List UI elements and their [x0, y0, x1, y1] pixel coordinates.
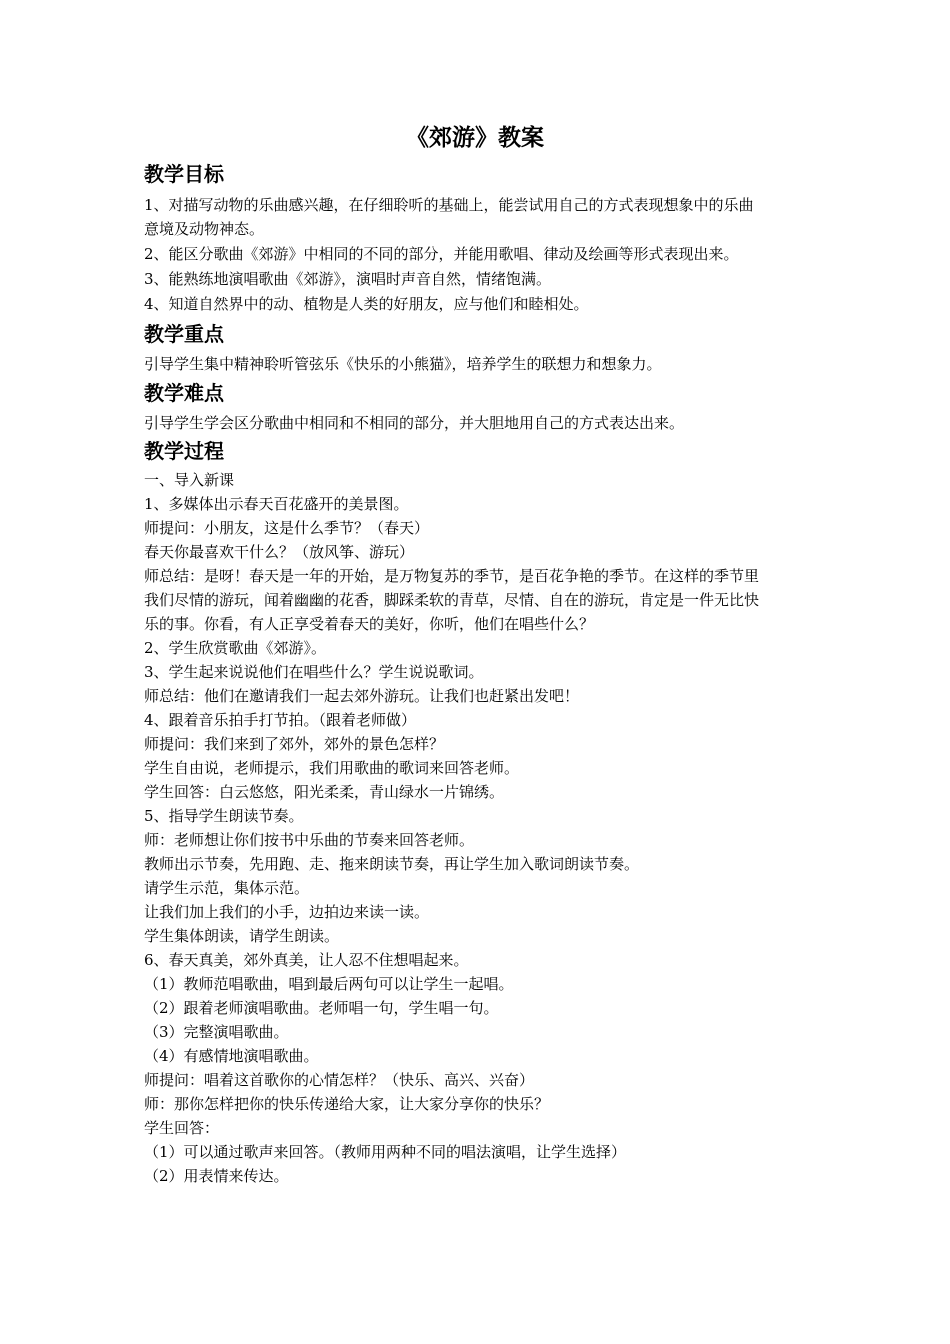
process-line: 3、学生起来说说他们在唱些什么？学生说说歌词。 — [144, 663, 484, 681]
goal-item-1-line-1: 1、对描写动物的乐曲感兴趣，在仔细聆听的基础上，能尝试用自己的方式表现想象中的乐曲 — [144, 196, 754, 214]
process-line: 师：那你怎样把你的快乐传递给大家，让大家分享你的快乐？ — [144, 1095, 550, 1113]
process-line: 学生自由说，老师提示，我们用歌曲的歌词来回答老师。 — [144, 759, 520, 777]
process-line: 5、指导学生朗读节奏。 — [144, 807, 304, 825]
process-line: 师总结：他们在邀请我们一起去郊外游玩。让我们也赶紧出发吧！ — [144, 687, 580, 705]
process-line: 让我们加上我们的小手，边拍边来读一读。 — [144, 903, 430, 921]
process-line: 学生回答：白云悠悠，阳光柔柔，青山绿水一片锦绣。 — [144, 783, 505, 801]
process-line: （4）有感情地演唱歌曲。 — [144, 1047, 319, 1065]
process-line: 一、导入新课 — [144, 471, 235, 489]
key-points-text: 引导学生集中精神聆听管弦乐《快乐的小熊猫》，培养学生的联想力和想象力。 — [144, 355, 662, 373]
process-line: 师：老师想让你们按书中乐曲的节奏来回答老师。 — [144, 831, 475, 849]
goals-heading: 教学目标 — [144, 162, 224, 186]
goal-item-3: 3、能熟练地演唱歌曲《郊游》，演唱时声音自然，情绪饱满。 — [144, 270, 552, 288]
process-heading: 教学过程 — [144, 439, 224, 463]
process-line: 学生回答： — [144, 1119, 220, 1137]
process-body — [144, 468, 808, 1188]
goal-item-4: 4、知道自然界中的动、植物是人类的好朋友，应与他们和睦相处。 — [144, 295, 589, 313]
difficulties-text: 引导学生学会区分歌曲中相同和不相同的部分，并大胆地用自己的方式表达出来。 — [144, 414, 685, 432]
process-line: 学生集体朗读，请学生朗读。 — [144, 927, 340, 945]
process-line: 2、学生欣赏歌曲《郊游》。 — [144, 639, 327, 657]
document-title: 《郊游》教案 — [406, 125, 544, 151]
process-line: 4、跟着音乐拍手打节拍。（跟着老师做） — [144, 711, 417, 729]
process-line: （2）跟着老师演唱歌曲。老师唱一句，学生唱一句。 — [144, 999, 499, 1017]
process-line: 师提问：小朋友，这是什么季节？（春天） — [144, 519, 430, 537]
goal-item-2: 2、能区分歌曲《郊游》中相同的不同的部分，并能用歌唱、律动及绘画等形式表现出来。 — [144, 245, 739, 263]
process-line: （1）可以通过歌声来回答。（教师用两种不同的唱法演唱，让学生选择） — [144, 1143, 627, 1161]
process-line: 师提问：唱着这首歌你的心情怎样？（快乐、高兴、兴奋） — [144, 1071, 535, 1089]
process-line: 师总结：是呀！春天是一年的开始，是万物复苏的季节，是百花争艳的季节。在这样的季节里 — [144, 567, 760, 585]
process-line: 请学生示范，集体示范。 — [144, 879, 310, 897]
difficulties-heading: 教学难点 — [144, 381, 224, 405]
process-line: 我们尽情的游玩，闻着幽幽的花香，脚踩柔软的青草，尽情、自在的游玩，肯定是一件无比快 — [144, 591, 760, 609]
process-line: 乐的事。你看，有人正享受着春天的美好，你听，他们在唱些什么？ — [144, 615, 595, 633]
process-line: 6、春天真美，郊外真美，让人忍不住想唱起来。 — [144, 951, 469, 969]
goal-item-1-line-2: 意境及动物神态。 — [144, 220, 265, 238]
key-points-heading: 教学重点 — [144, 322, 224, 346]
process-line: （3）完整演唱歌曲。 — [144, 1023, 289, 1041]
process-line: （1）教师范唱歌曲，唱到最后两句可以让学生一起唱。 — [144, 975, 514, 993]
process-line: （2）用表情来传达。 — [144, 1167, 289, 1185]
process-line: 1、多媒体出示春天百花盛开的美景图。 — [144, 495, 409, 513]
process-line: 教师出示节奏，先用跑、走、拖来朗读节奏，再让学生加入歌词朗读节奏。 — [144, 855, 640, 873]
process-line: 春天你最喜欢干什么？（放风筝、游玩） — [144, 543, 415, 561]
process-line: 师提问：我们来到了郊外，郊外的景色怎样？ — [144, 735, 445, 753]
